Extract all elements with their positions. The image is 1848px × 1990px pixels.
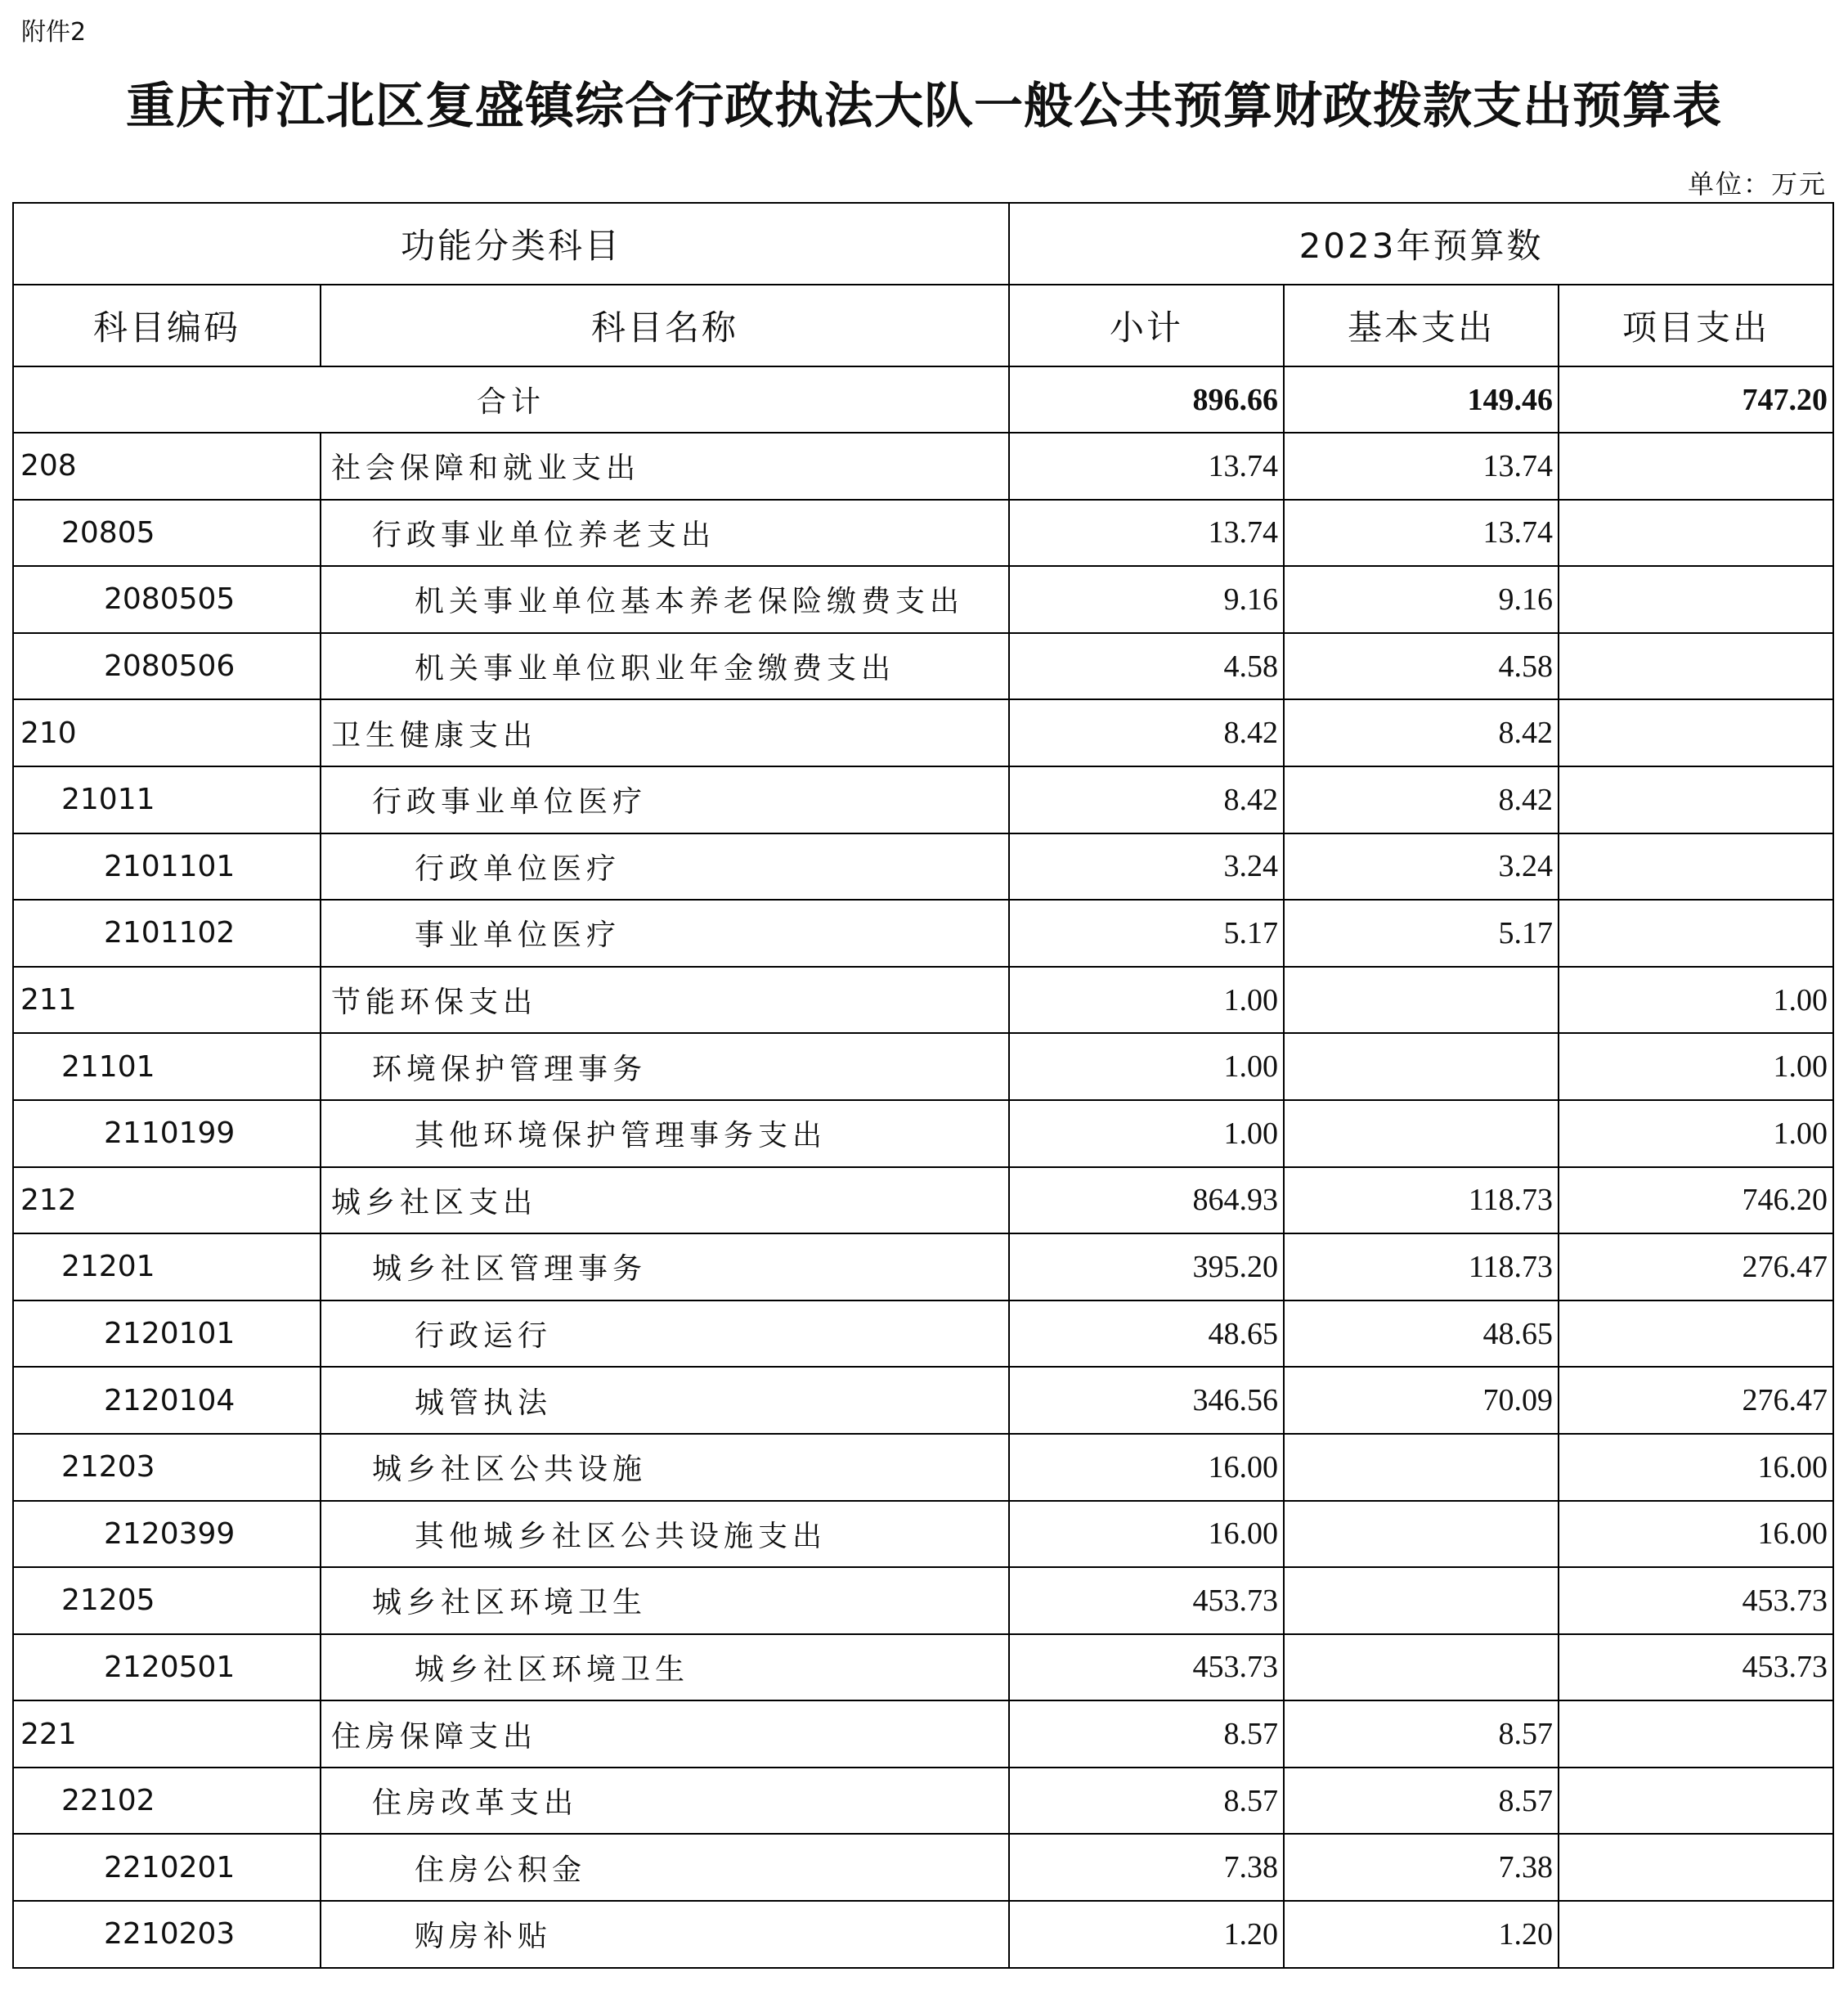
row-code: 221: [13, 1700, 321, 1768]
row-code: 2120399: [13, 1501, 321, 1568]
row-name: 机关事业单位职业年金缴费支出: [321, 633, 1009, 700]
row-subtotal: 48.65: [1009, 1300, 1284, 1368]
row-subtotal: 8.42: [1009, 699, 1284, 766]
row-name: 行政事业单位医疗: [321, 766, 1009, 833]
total-row: [13, 366, 1833, 433]
row-code: 2120101: [13, 1300, 321, 1368]
row-basic: 48.65: [1284, 1300, 1559, 1368]
table-row: [13, 566, 1833, 633]
total-subtotal: 896.66: [1009, 366, 1284, 433]
row-subtotal: 16.00: [1009, 1501, 1284, 1568]
row-basic: 5.17: [1284, 900, 1559, 967]
row-name: 其他环境保护管理事务支出: [321, 1100, 1009, 1167]
table-row: [13, 500, 1833, 567]
row-name: 行政事业单位养老支出: [321, 500, 1009, 567]
table-row: [13, 1100, 1833, 1167]
row-project: 746.20: [1559, 1167, 1833, 1234]
header-subtotal: 小计: [1009, 285, 1284, 366]
row-code: 22102: [13, 1768, 321, 1835]
row-code: 212: [13, 1167, 321, 1234]
row-project: [1559, 1700, 1833, 1768]
row-code: 21011: [13, 766, 321, 833]
table-row: [13, 1434, 1833, 1501]
row-project: 16.00: [1559, 1434, 1833, 1501]
table-row: [13, 1033, 1833, 1100]
table-row: [13, 766, 1833, 833]
row-project: [1559, 766, 1833, 833]
row-subtotal: 8.57: [1009, 1768, 1284, 1835]
row-subtotal: 7.38: [1009, 1834, 1284, 1901]
row-name: 城乡社区公共设施: [321, 1434, 1009, 1501]
table-row: [13, 1700, 1833, 1768]
row-name: 住房保障支出: [321, 1700, 1009, 1768]
row-project: [1559, 633, 1833, 700]
row-project: [1559, 433, 1833, 500]
row-subtotal: 864.93: [1009, 1167, 1284, 1234]
row-subtotal: 453.73: [1009, 1634, 1284, 1701]
row-code: 21205: [13, 1567, 321, 1634]
row-subtotal: 8.57: [1009, 1700, 1284, 1768]
row-subtotal: 9.16: [1009, 566, 1284, 633]
table-row: [13, 967, 1833, 1034]
row-name: 行政运行: [321, 1300, 1009, 1368]
table-row: [13, 833, 1833, 901]
header-budget-year: 2023年预算数: [1009, 203, 1833, 285]
row-code: 208: [13, 433, 321, 500]
row-basic: [1284, 1434, 1559, 1501]
table-row: [13, 433, 1833, 500]
row-subtotal: 3.24: [1009, 833, 1284, 901]
page-title: 重庆市江北区复盛镇综合行政执法大队一般公共预算财政拨款支出预算表: [126, 78, 1722, 135]
row-name: 行政单位医疗: [321, 833, 1009, 901]
header-project: 项目支出: [1559, 285, 1833, 366]
row-name: 事业单位医疗: [321, 900, 1009, 967]
row-project: [1559, 1768, 1833, 1835]
row-project: 1.00: [1559, 967, 1833, 1034]
header-group-row: [13, 203, 1833, 285]
row-basic: [1284, 1567, 1559, 1634]
budget-table: [12, 202, 1834, 1969]
row-subtotal: 346.56: [1009, 1367, 1284, 1434]
row-basic: 4.58: [1284, 633, 1559, 700]
row-basic: 8.57: [1284, 1700, 1559, 1768]
row-project: [1559, 699, 1833, 766]
row-subtotal: 1.20: [1009, 1901, 1284, 1968]
table-row: [13, 1567, 1833, 1634]
row-basic: [1284, 1100, 1559, 1167]
row-subtotal: 1.00: [1009, 967, 1284, 1034]
row-subtotal: 4.58: [1009, 633, 1284, 700]
table-row: [13, 1167, 1833, 1234]
row-code: 2210201: [13, 1834, 321, 1901]
row-name: 城乡社区环境卫生: [321, 1634, 1009, 1701]
total-project: 747.20: [1559, 366, 1833, 433]
row-project: [1559, 1901, 1833, 1968]
row-basic: 9.16: [1284, 566, 1559, 633]
row-project: [1559, 566, 1833, 633]
row-basic: 13.74: [1284, 500, 1559, 567]
row-subtotal: 16.00: [1009, 1434, 1284, 1501]
row-code: 2120104: [13, 1367, 321, 1434]
row-basic: [1284, 1033, 1559, 1100]
row-code: 20805: [13, 500, 321, 567]
row-basic: 3.24: [1284, 833, 1559, 901]
table-row: [13, 1300, 1833, 1368]
row-subtotal: 1.00: [1009, 1100, 1284, 1167]
row-project: [1559, 1834, 1833, 1901]
row-code: 2101101: [13, 833, 321, 901]
row-basic: 8.57: [1284, 1768, 1559, 1835]
header-code: 科目编码: [13, 285, 321, 366]
row-basic: 13.74: [1284, 433, 1559, 500]
row-code: 2101102: [13, 900, 321, 967]
row-basic: 8.42: [1284, 766, 1559, 833]
row-project: 453.73: [1559, 1567, 1833, 1634]
row-name: 购房补贴: [321, 1901, 1009, 1968]
row-basic: [1284, 967, 1559, 1034]
header-columns-row: [13, 285, 1833, 366]
table-row: [13, 1233, 1833, 1300]
row-code: 2210203: [13, 1901, 321, 1968]
table-row: [13, 1834, 1833, 1901]
row-name: 城乡社区支出: [321, 1167, 1009, 1234]
row-name: 住房改革支出: [321, 1768, 1009, 1835]
row-project: [1559, 833, 1833, 901]
row-subtotal: 453.73: [1009, 1567, 1284, 1634]
table-row: [13, 1901, 1833, 1968]
row-project: 276.47: [1559, 1367, 1833, 1434]
table-row: [13, 699, 1833, 766]
row-code: 21201: [13, 1233, 321, 1300]
header-function-category: 功能分类科目: [13, 203, 1009, 285]
row-code: 21101: [13, 1033, 321, 1100]
row-subtotal: 5.17: [1009, 900, 1284, 967]
row-code: 2080506: [13, 633, 321, 700]
row-name: 住房公积金: [321, 1834, 1009, 1901]
row-name: 城乡社区环境卫生: [321, 1567, 1009, 1634]
table-row: [13, 900, 1833, 967]
row-basic: [1284, 1501, 1559, 1568]
row-project: [1559, 1300, 1833, 1368]
row-name: 节能环保支出: [321, 967, 1009, 1034]
row-project: [1559, 500, 1833, 567]
total-label: 合计: [13, 366, 1009, 433]
row-basic: 1.20: [1284, 1901, 1559, 1968]
row-basic: [1284, 1634, 1559, 1701]
row-code: 2110199: [13, 1100, 321, 1167]
row-code: 211: [13, 967, 321, 1034]
row-code: 2120501: [13, 1634, 321, 1701]
row-project: 453.73: [1559, 1634, 1833, 1701]
table-row: [13, 1367, 1833, 1434]
row-subtotal: 13.74: [1009, 433, 1284, 500]
table-row: [13, 1634, 1833, 1701]
row-basic: 8.42: [1284, 699, 1559, 766]
header-name: 科目名称: [321, 285, 1009, 366]
row-basic: 7.38: [1284, 1834, 1559, 1901]
row-basic: 70.09: [1284, 1367, 1559, 1434]
row-name: 卫生健康支出: [321, 699, 1009, 766]
row-name: 机关事业单位基本养老保险缴费支出: [321, 566, 1009, 633]
row-name: 其他城乡社区公共设施支出: [321, 1501, 1009, 1568]
row-subtotal: 13.74: [1009, 500, 1284, 567]
attachment-label: 附件2: [21, 18, 87, 47]
row-basic: 118.73: [1284, 1167, 1559, 1234]
table-row: [13, 633, 1833, 700]
row-project: [1559, 900, 1833, 967]
total-basic: 149.46: [1284, 366, 1559, 433]
row-subtotal: 395.20: [1009, 1233, 1284, 1300]
row-name: 环境保护管理事务: [321, 1033, 1009, 1100]
row-project: 1.00: [1559, 1100, 1833, 1167]
row-code: 2080505: [13, 566, 321, 633]
row-code: 21203: [13, 1434, 321, 1501]
row-project: 16.00: [1559, 1501, 1833, 1568]
row-name: 城管执法: [321, 1367, 1009, 1434]
row-project: 1.00: [1559, 1033, 1833, 1100]
row-subtotal: 1.00: [1009, 1033, 1284, 1100]
row-name: 城乡社区管理事务: [321, 1233, 1009, 1300]
table-row: [13, 1501, 1833, 1568]
row-basic: 118.73: [1284, 1233, 1559, 1300]
row-project: 276.47: [1559, 1233, 1833, 1300]
row-subtotal: 8.42: [1009, 766, 1284, 833]
row-name: 社会保障和就业支出: [321, 433, 1009, 500]
table-row: [13, 1768, 1833, 1835]
unit-label: 单位：万元: [1687, 168, 1827, 200]
row-code: 210: [13, 699, 321, 766]
header-basic: 基本支出: [1284, 285, 1559, 366]
